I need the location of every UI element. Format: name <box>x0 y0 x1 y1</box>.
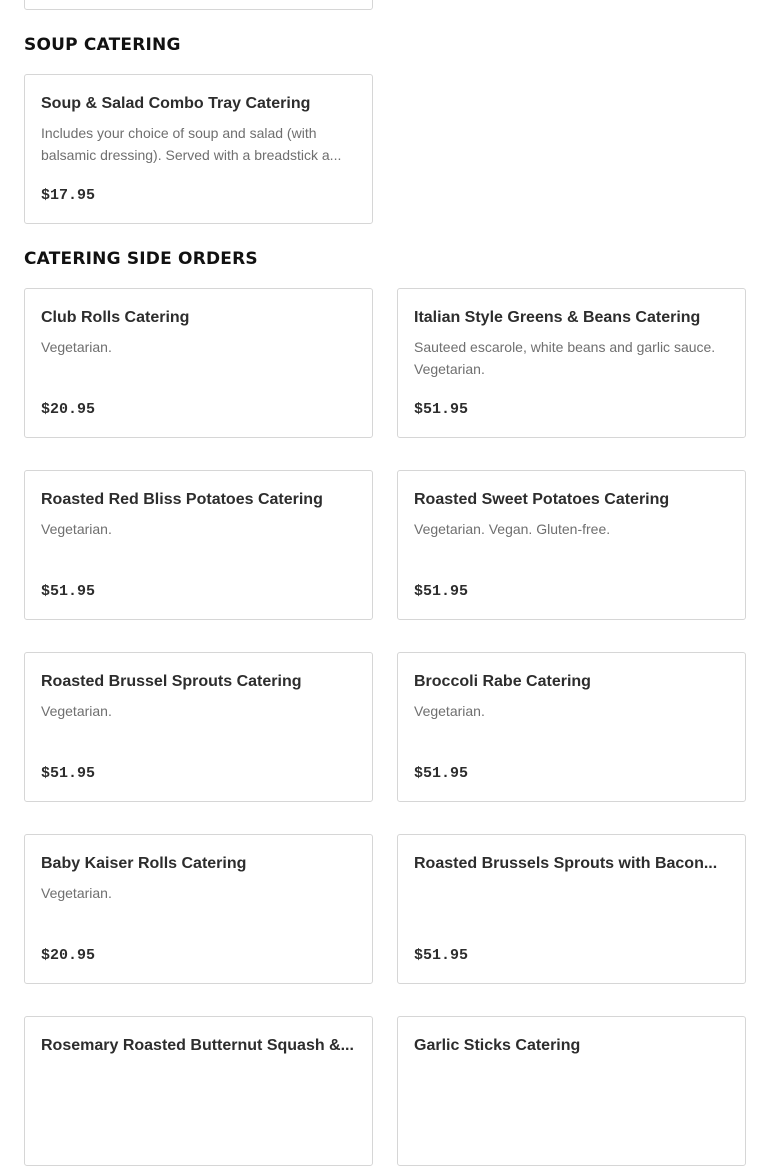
item-name: Roasted Sweet Potatoes Catering <box>414 491 670 508</box>
item-name: Baby Kaiser Rolls Catering <box>41 855 247 872</box>
item-name: Broccoli Rabe Catering <box>414 673 591 690</box>
menu-item-card[interactable] <box>24 1016 373 1166</box>
menu-item-card[interactable] <box>397 470 746 620</box>
menu-item-card[interactable] <box>24 288 373 438</box>
item-price: $51.95 <box>414 401 469 418</box>
item-description: Vegetarian. Vegan. Gluten-free. <box>414 521 611 537</box>
menu-item-card-partial[interactable] <box>24 0 373 10</box>
item-price: $51.95 <box>414 947 469 964</box>
menu-item-card[interactable] <box>24 470 373 620</box>
item-description: Includes your choice of soup and salad (with balsamic dressing). Served with a breadstick a... <box>41 125 342 163</box>
menu-item-card[interactable] <box>397 652 746 802</box>
menu-item-card[interactable] <box>24 74 373 224</box>
section-title-catering-side-orders: CATERING SIDE ORDERS <box>24 249 258 269</box>
item-description: Vegetarian. <box>41 339 112 355</box>
item-price: $20.95 <box>41 401 96 418</box>
item-price: $51.95 <box>414 583 469 600</box>
menu-item-card[interactable] <box>397 288 746 438</box>
item-description: Vegetarian. <box>41 885 112 901</box>
menu-item-card[interactable] <box>24 834 373 984</box>
item-name: Club Rolls Catering <box>41 309 190 326</box>
item-description: Sauteed escarole, white beans and garlic sauce. Vegetarian. <box>414 339 716 377</box>
menu-item-card[interactable] <box>397 834 746 984</box>
item-price: $51.95 <box>414 765 469 782</box>
item-name: Italian Style Greens & Beans Catering <box>414 309 701 326</box>
item-name: Roasted Brussel Sprouts Catering <box>41 673 302 690</box>
item-price: $20.95 <box>41 947 96 964</box>
item-name: Soup & Salad Combo Tray Catering <box>41 95 311 112</box>
item-price: $51.95 <box>41 583 96 600</box>
section-title-soup-catering: SOUP CATERING <box>24 35 181 55</box>
menu-item-card[interactable] <box>24 652 373 802</box>
item-name: Garlic Sticks Catering <box>414 1037 581 1054</box>
item-description: Vegetarian. <box>414 703 485 719</box>
item-description: Vegetarian. <box>41 521 112 537</box>
item-price: $17.95 <box>41 187 96 204</box>
item-description: Vegetarian. <box>41 703 112 719</box>
item-price: $51.95 <box>41 765 96 782</box>
menu-item-card[interactable] <box>397 1016 746 1166</box>
item-name: Roasted Brussels Sprouts with Bacon... <box>414 855 718 872</box>
item-name: Rosemary Roasted Butternut Squash &... <box>41 1037 354 1054</box>
item-name: Roasted Red Bliss Potatoes Catering <box>41 491 323 508</box>
